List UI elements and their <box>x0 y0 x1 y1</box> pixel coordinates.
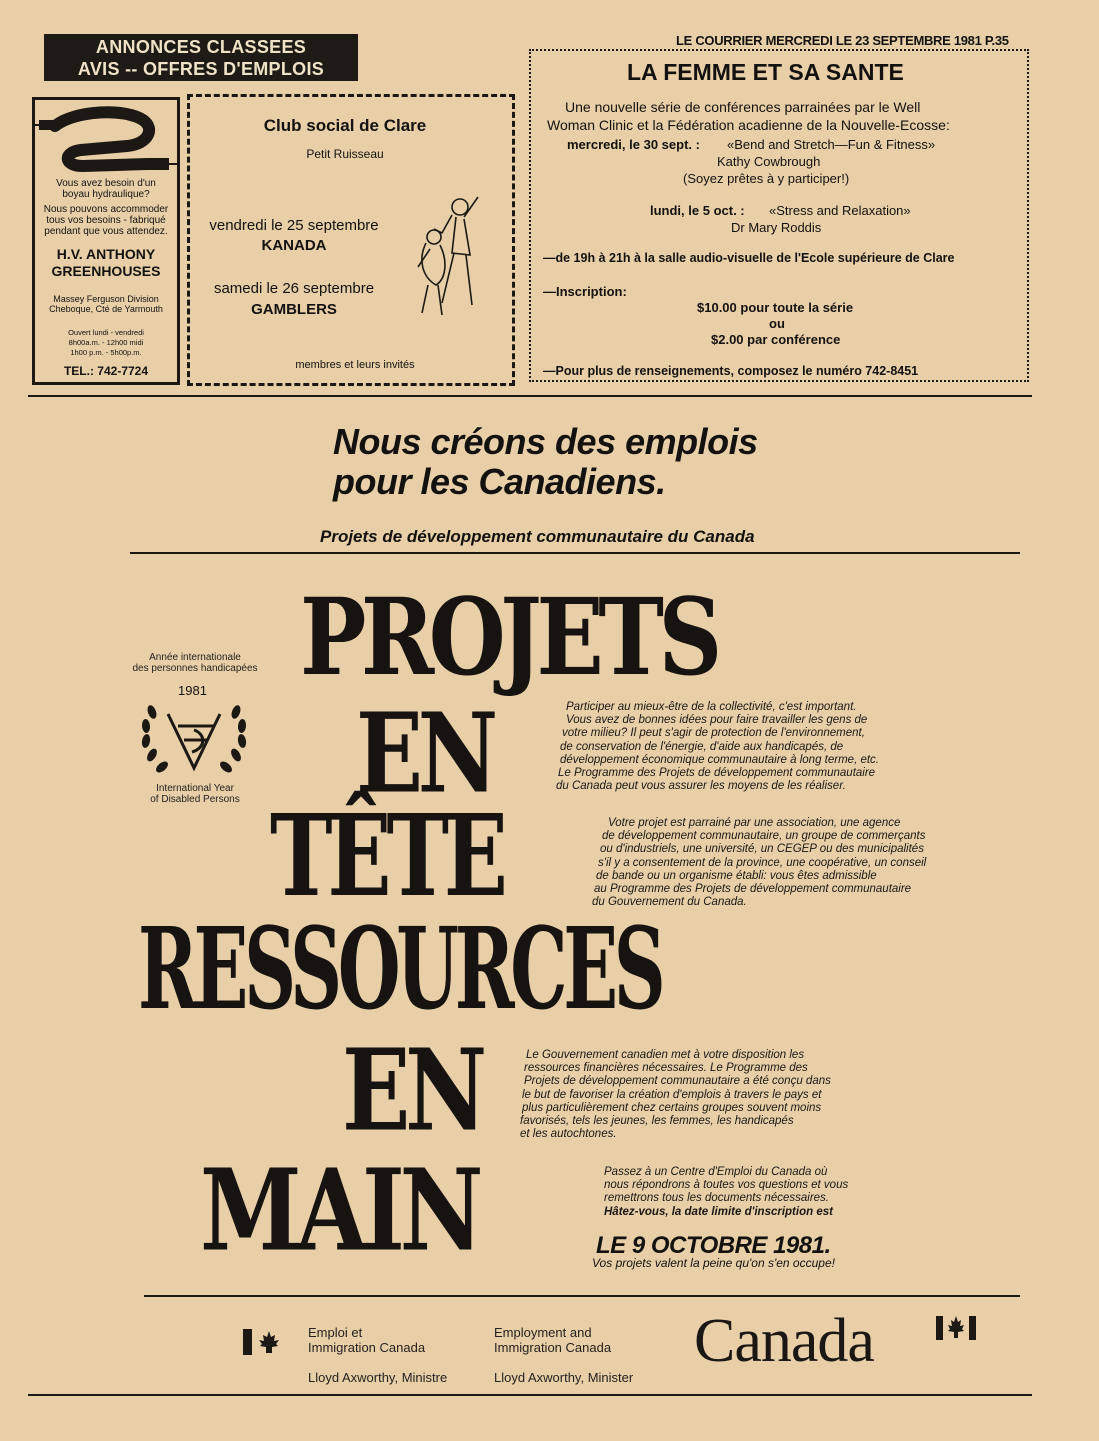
inscription-label: —Inscription: <box>543 284 627 299</box>
hours-line3: 1h00 p.m. - 5h00p.m. <box>70 348 142 357</box>
section-title-line1: ANNONCES CLASSEES <box>95 37 307 57</box>
paragraph-line: Le Gouvernement canadien met à votre disposition les <box>526 1049 805 1061</box>
iyd-year: 1981 <box>178 683 207 698</box>
ad-headline-line2: pour les Canadiens. <box>333 461 666 502</box>
question-line1: Vous avez besoin d'un <box>56 178 156 189</box>
price-or: ou <box>769 316 785 331</box>
ad-headline <box>333 422 758 502</box>
paragraph-line: ressources financières nécessaires. Le Programme des <box>524 1062 808 1075</box>
company-location: Cheboque, Cté de Yarmouth <box>49 304 163 314</box>
iyd-caption-fr-line1: Année internationale <box>149 652 241 663</box>
time-place: —de 19h à 21h à la salle audio-visuelle de l'Ecole supérieure de Clare <box>543 251 955 265</box>
dept-en-line2: Immigration Canada <box>494 1340 612 1355</box>
paragraph-line: Hâtez-vous, la date limite d'inscription est <box>604 1205 833 1218</box>
hours-line2: 8h00a.m. - 12h00 midi <box>68 338 144 347</box>
paragraph-line: Le Programme des Projets de développement communautaire <box>558 767 876 780</box>
iyd-emblem-icon <box>134 696 254 784</box>
session1-note: (Soyez prêtes à y participer!) <box>683 171 850 186</box>
paragraph-line: développement économique communautaire à long terme, etc. <box>560 753 879 766</box>
paragraph-line: Vous avez de bonnes idées pour faire travailler les gens de <box>566 714 868 727</box>
big-word-projets: PROJETS <box>300 575 717 700</box>
club-title: Club social de Clare <box>263 116 427 135</box>
session2-date: lundi, le 5 oct. : <box>650 203 745 218</box>
dept-en-line1: Employment and <box>494 1325 592 1340</box>
event-date-2: samedi le 26 septembre <box>213 280 375 297</box>
session2-topic: «Stress and Relaxation» <box>769 203 911 218</box>
ad-hv-anthony <box>32 97 180 385</box>
session1-topic: «Bend and Stretch—Fun & Fitness» <box>727 137 936 152</box>
footer-rule-bottom <box>28 1394 1032 1396</box>
canada-flag-icon <box>243 1329 287 1355</box>
deadline-date: LE 9 OCTOBRE 1981. <box>596 1232 831 1259</box>
section-title-line2: AVIS -- OFFRES D'EMPLOIS <box>77 59 325 79</box>
big-word-main: MAIN <box>200 1145 479 1278</box>
paragraph-line: de bande ou un organisme établi: vous êtes admissible <box>596 869 877 882</box>
paragraph-line: Passez à un Centre d'Emploi du Canada où <box>604 1166 828 1178</box>
big-word-en-2: EN <box>342 1025 482 1158</box>
ad-femme-sante <box>529 49 1029 382</box>
wordmark-flag-icon <box>936 1312 976 1342</box>
dancing-couple-icon <box>412 193 492 323</box>
event-band-2: GAMBLERS <box>251 301 337 318</box>
price-full: $10.00 pour toute la série <box>697 300 854 315</box>
section-banner <box>44 34 358 81</box>
contact-line: —Pour plus de renseignements, composez le numéro 742-8451 <box>543 364 919 378</box>
offer-line3: pendant que vous attendez. <box>44 226 168 237</box>
hours-line1: Ouvert lundi - vendredi <box>68 328 144 337</box>
minister-en: Lloyd Axworthy, Minister <box>494 1370 634 1385</box>
ad-headline-line1: Nous créons des emplois <box>333 421 758 462</box>
closing-line: Vos projets valent la peine qu'on s'en occupe! <box>592 1256 835 1270</box>
ad-subhead: Projets de développement communautaire du Canada <box>320 527 755 546</box>
company-division: Massey Ferguson Division <box>53 294 159 304</box>
body-paragraph-1 <box>556 701 879 793</box>
offer-line1: Nous pouvons accommoder <box>43 204 169 215</box>
canada-wordmark: Canada <box>694 1307 874 1375</box>
offer-line2: tous vos besoins - fabriqué <box>46 215 166 226</box>
session2-speaker: Dr Mary Roddis <box>731 220 822 235</box>
company-name-line1: H.V. ANTHONY <box>56 246 156 262</box>
paragraph-line: du Gouvernement du Canada. <box>592 896 747 909</box>
paragraph-line: s'il y a consentement de la province, une coopérative, un conseil <box>598 856 927 869</box>
club-location: Petit Ruisseau <box>306 147 384 161</box>
price-single: $2.00 par conférence <box>711 332 841 347</box>
iyd-caption-fr-line2: des personnes handicapées <box>132 663 258 674</box>
club-note: membres et leurs invités <box>295 359 415 371</box>
femme-intro-line2: Woman Clinic et la Fédération acadienne de la Nouvelle-Ecosse: <box>547 117 950 133</box>
paragraph-line: Participer au mieux-être de la collectivité, c'est important. <box>566 701 857 713</box>
paragraph-line: plus particulièrement chez certains groupes souvent moins <box>522 1101 822 1114</box>
paragraph-line: de conservation de l'énergie, d'aide aux handicapés, de <box>560 740 844 753</box>
company-name-line2: GREENHOUSES <box>51 263 161 279</box>
femme-title: LA FEMME ET SA SANTE <box>627 59 904 85</box>
big-word-ressources: RESSOURCES <box>138 902 662 1036</box>
session1-date: mercredi, le 30 sept. : <box>567 137 700 152</box>
body-paragraph-4 <box>604 1166 848 1219</box>
paragraph-line: remettrons tous les documents nécessaires. <box>604 1192 829 1205</box>
event-date-1: vendredi le 25 septembre <box>209 217 379 234</box>
page-header: LE COURRIER MERCREDI LE 23 SEPTEMBRE 1981 P.35 <box>676 33 1009 48</box>
paragraph-line: au Programme des Projets de développement communautaire <box>594 883 912 896</box>
event-band-1: KANADA <box>261 237 327 254</box>
paragraph-line: le but de favoriser la création d'emplois à travers le pays et <box>522 1088 822 1101</box>
paragraph-line: Projets de développement communautaire a été conçu dans <box>524 1075 831 1088</box>
big-word-tete: TÊTE <box>270 789 503 923</box>
iyd-logo-caption-bottom <box>130 783 260 805</box>
subhead-rule <box>130 552 1020 554</box>
iyd-caption-en-line1: International Year <box>156 783 234 794</box>
minister-fr: Lloyd Axworthy, Ministre <box>308 1370 448 1385</box>
dept-fr-line1: Emploi et <box>308 1325 363 1340</box>
paragraph-line: et les autochtones. <box>520 1128 617 1141</box>
paragraph-line: de développement communautaire, un groupe de commerçants <box>602 830 926 843</box>
paragraph-line: du Canada peut vous assurer les moyens de les réaliser. <box>556 780 846 793</box>
paragraph-line: favorisés, tels les jeunes, les femmes, les handicapés <box>520 1115 794 1128</box>
session1-speaker: Kathy Cowbrough <box>717 154 821 169</box>
paragraph-line: nous répondrons à toutes vos questions et vous <box>604 1179 849 1192</box>
separator-rule <box>28 395 1032 397</box>
paragraph-line: Votre projet est parrainé par une association, une agence <box>608 817 901 829</box>
iyd-logo-caption-top <box>130 652 260 674</box>
ad-club-social <box>187 94 515 386</box>
femme-intro-line1: Une nouvelle série de conférences parrainées par le Well <box>565 99 921 115</box>
phone-number: TEL.: 742-7724 <box>63 364 149 378</box>
body-paragraph-2 <box>592 817 927 909</box>
dept-fr-line2: Immigration Canada <box>308 1340 426 1355</box>
body-paragraph-3 <box>520 1049 831 1141</box>
paragraph-line: votre milieu? Il peut s'agir de protection de l'environnement, <box>562 727 865 740</box>
hose-coupling-icon <box>35 104 177 176</box>
big-word-en-1: EN <box>356 688 493 818</box>
question-line2: boyau hydraulique? <box>62 189 150 200</box>
footer-rule-top <box>144 1295 1020 1297</box>
paragraph-line: ou d'industriels, une université, un CEGEP ou des municipalités <box>600 843 924 856</box>
iyd-caption-en-line2: of Disabled Persons <box>150 794 240 805</box>
